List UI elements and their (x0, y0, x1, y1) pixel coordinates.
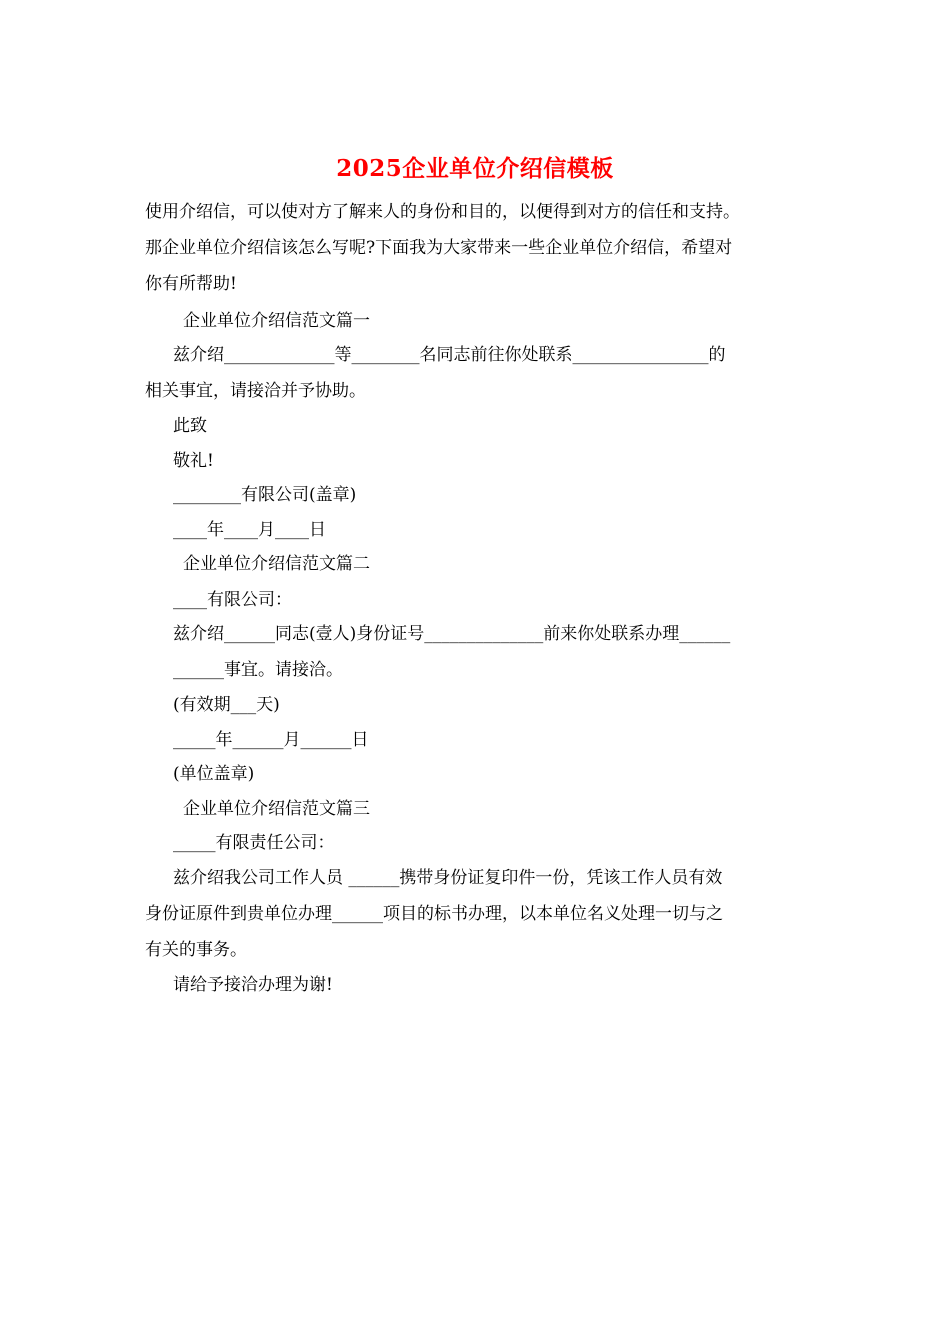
intro-line-1: 使用介绍信，可以使对方了解来人的身份和目的，以便得到对方的信任和支持。 (145, 202, 740, 222)
document-title: 2025企业单位介绍信模板 (336, 155, 614, 182)
sample2-heading: 企业单位介绍信范文篇二 (183, 554, 370, 574)
intro-line-3: 你有所帮助! (145, 274, 237, 294)
sample3-body-line-3: 有关的事务。 (145, 940, 247, 960)
sample2-addressee: ____有限公司： (173, 590, 292, 610)
sample1-body-line-2: 相关事宜，请接洽并予协助。 (145, 381, 366, 401)
sample3-heading: 企业单位介绍信范文篇三 (183, 799, 370, 819)
sample2-validity: (有效期___天) (173, 695, 280, 715)
sample3-addressee: _____有限责任公司： (173, 833, 335, 853)
sample2-body-line-1: 兹介绍______同志(壹人)身份证号______________前来你处联系办理______ (173, 624, 731, 644)
sample3-body-line-1: 兹介绍我公司工作人员 ______携带身份证复印件一份，凭该工作人员有效 (173, 868, 723, 888)
sample1-closing-2: 敬礼! (173, 451, 214, 471)
sample1-company: ________有限公司(盖章) (173, 485, 357, 505)
sample1-date: ____年____月____日 (173, 520, 326, 540)
intro-line-2: 那企业单位介绍信该怎么写呢?下面我为大家带来一些企业单位介绍信，希望对 (145, 238, 733, 258)
sample3-body-line-2: 身份证原件到贵单位办理______项目的标书办理，以本单位名义处理一切与之 (145, 904, 723, 924)
sample3-closing: 请给予接洽办理为谢! (173, 975, 333, 995)
sample2-date: _____年______月______日 (173, 730, 369, 750)
sample2-body-line-2: ______事宜。请接洽。 (173, 660, 343, 680)
sample2-seal: (单位盖章) (173, 764, 255, 784)
sample1-body-line-1: 兹介绍_____________等________名同志前往你处联系________________的 (173, 345, 726, 365)
sample1-closing-1: 此致 (173, 416, 207, 436)
sample1-heading: 企业单位介绍信范文篇一 (183, 311, 370, 331)
